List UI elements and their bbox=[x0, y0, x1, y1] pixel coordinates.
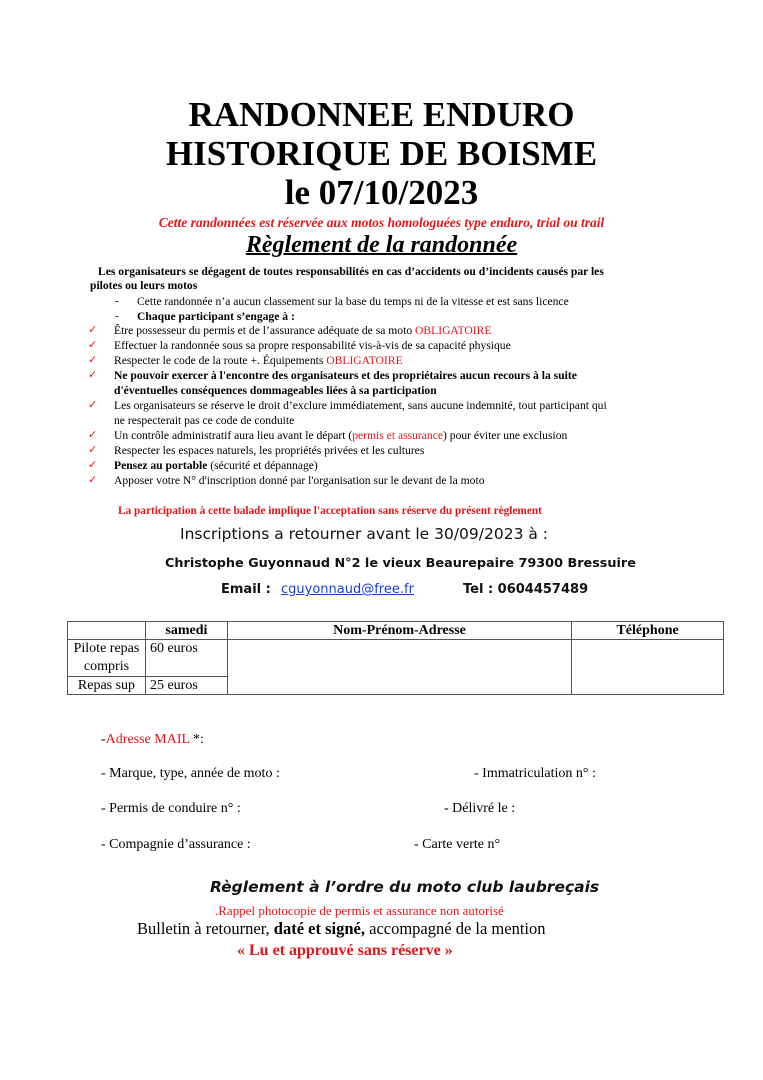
table-header-nom: Nom-Prénom-Adresse bbox=[227, 622, 571, 640]
check-item bbox=[0, 323, 763, 338]
dash-item bbox=[0, 309, 763, 324]
title-line-1: RANDONNEE ENDURO bbox=[188, 95, 575, 134]
check-item bbox=[0, 428, 763, 443]
check-icon: ✓ bbox=[88, 369, 98, 381]
table-header-samedi: samedi bbox=[145, 622, 227, 640]
table-header-empty bbox=[68, 622, 146, 640]
mail-prefix: - bbox=[101, 732, 106, 747]
check-icon: ✓ bbox=[88, 459, 98, 471]
bulletin-instruction bbox=[137, 919, 546, 939]
dash-item-text: Cette randonnée n’a aucun classement sur la base du temps ni de la vitesse et est sans licence bbox=[137, 295, 569, 308]
dash-bullet: - bbox=[115, 295, 119, 307]
check-item-text: Respecter les espaces naturels, les propriétés privées et les cultures bbox=[114, 444, 425, 457]
check-item-text bbox=[114, 458, 318, 473]
check-item-main: Être possesseur du permis et de l’assurance adéquate de sa moto bbox=[114, 324, 416, 337]
title-date: le 07/10/2023 bbox=[284, 173, 479, 212]
intro-line-2: pilotes ou leurs motos bbox=[90, 279, 198, 292]
intro-line-1: Les organisateurs se dégagent de toutes responsabilités en cas d’accidents ou d’incidents causés par les bbox=[98, 265, 604, 278]
marque-field[interactable]: - Marque, type, année de moto : bbox=[101, 766, 280, 781]
check-icon: ✓ bbox=[88, 354, 98, 366]
dash-bullet: - bbox=[115, 310, 119, 322]
check-item-line-1: Ne pouvoir exercer à l'encontre des organisateurs et des propriétaires aucun recours à la suite bbox=[114, 369, 577, 382]
delivre-field[interactable]: - Délivré le : bbox=[444, 801, 516, 816]
reglement-ordre: Règlement à l’ordre du moto club laubreçais bbox=[210, 878, 600, 896]
bulletin-bold: daté et signé, bbox=[273, 919, 365, 938]
mention-text: « Lu et approuvé sans réserve » bbox=[237, 942, 453, 959]
check-list bbox=[0, 323, 763, 488]
check-item-text bbox=[114, 323, 491, 338]
check-item-bold: Pensez au portable bbox=[114, 459, 208, 472]
permis-assurance-text: permis et assurance bbox=[352, 429, 444, 442]
check-item-after: ) pour éviter une exclusion bbox=[443, 429, 568, 442]
subtitle: Cette randonnées est réservée aux motos homologuées type enduro, trial ou trail bbox=[158, 215, 605, 230]
inscriptions-deadline: Inscriptions a retourner avant le 30/09/2023 à : bbox=[180, 525, 549, 543]
dash-item-text: Chaque participant s’engage à : bbox=[137, 310, 295, 323]
check-item-text bbox=[114, 398, 607, 428]
telephone-cell[interactable] bbox=[572, 640, 724, 695]
row-label-pilote: Pilote repas compris bbox=[68, 640, 146, 677]
check-item-main: Un contrôle administratif aura lieu avant le départ ( bbox=[114, 429, 353, 442]
table-header-telephone: Téléphone bbox=[572, 622, 724, 640]
nom-prenom-adresse-cell[interactable] bbox=[227, 640, 571, 695]
check-item bbox=[0, 353, 763, 368]
mail-suffix: *: bbox=[189, 732, 204, 747]
check-item-line-2: d'éventuelles conséquences dommageables liées à sa participation bbox=[114, 384, 437, 397]
rappel-notice: .Rappel photocopie de permis et assurance non autorisé bbox=[215, 903, 504, 918]
check-item-text bbox=[114, 428, 567, 443]
check-item bbox=[0, 398, 763, 428]
check-icon: ✓ bbox=[88, 444, 98, 456]
inscriptions-address: Christophe Guyonnaud N°2 le vieux Beaurepaire 79300 Bressuire bbox=[165, 556, 636, 571]
check-item-text bbox=[114, 353, 403, 368]
check-item bbox=[0, 368, 763, 398]
telephone-number: Tel : 0604457489 bbox=[463, 582, 589, 597]
row-label-repas: Repas sup bbox=[68, 677, 146, 695]
check-item bbox=[0, 458, 763, 473]
adresse-mail-field[interactable] bbox=[101, 732, 204, 748]
table-header-row bbox=[68, 622, 724, 640]
check-item-line-2: ne respecterait pas ce code de conduite bbox=[114, 414, 295, 427]
check-item-line-1: Les organisateurs se réserve le droit d’exclure immédiatement, sans aucune indemnité, tout participant qui bbox=[114, 399, 607, 412]
check-item-text: Apposer votre N° d'inscription donné par l'organisation sur le devant de la moto bbox=[114, 474, 485, 487]
check-icon: ✓ bbox=[88, 399, 98, 411]
mail-label: Adresse MAIL bbox=[105, 732, 190, 747]
check-icon: ✓ bbox=[88, 474, 98, 486]
check-item-text: Effectuer la randonnée sous sa propre responsabilité vis-à-vis de sa capacité physique bbox=[114, 339, 511, 352]
dash-list bbox=[0, 294, 763, 324]
check-icon: ✓ bbox=[88, 429, 98, 441]
email-link[interactable]: cguyonnaud@free.fr bbox=[281, 582, 414, 597]
immatriculation-field[interactable]: - Immatriculation n° : bbox=[474, 766, 596, 781]
check-icon: ✓ bbox=[88, 324, 98, 336]
permis-field[interactable]: - Permis de conduire n° : bbox=[101, 801, 241, 816]
check-item-text bbox=[114, 368, 577, 398]
intro-text bbox=[90, 265, 690, 293]
check-item bbox=[0, 443, 763, 458]
acceptance-notice: La participation à cette balade implique l'acceptation sans réserve du présent règlement bbox=[118, 505, 542, 517]
title-line-2: HISTORIQUE DE BOISME bbox=[165, 134, 598, 173]
compagnie-field[interactable]: - Compagnie d’assurance : bbox=[101, 837, 251, 852]
reglement-heading-wrap bbox=[0, 232, 763, 259]
check-item-main: Respecter le code de la route +. Équipements bbox=[114, 354, 327, 367]
dash-item bbox=[0, 294, 763, 309]
reglement-heading: Règlement de la randonnée bbox=[245, 232, 518, 258]
check-item bbox=[0, 473, 763, 488]
obligatoire-tag: OBLIGATOIRE bbox=[415, 324, 492, 337]
check-item-main: (sécurité et dépannage) bbox=[207, 459, 318, 472]
bulletin-post: accompagné de la mention bbox=[365, 919, 546, 938]
registration-table bbox=[67, 621, 724, 695]
carte-verte-field[interactable]: - Carte verte n° bbox=[414, 837, 501, 852]
row-price-repas: 25 euros bbox=[145, 677, 227, 695]
table-row bbox=[68, 640, 724, 677]
check-item bbox=[0, 338, 763, 353]
email-label: Email : bbox=[221, 582, 271, 597]
row-price-pilote: 60 euros bbox=[145, 640, 227, 677]
check-icon: ✓ bbox=[88, 339, 98, 351]
obligatoire-tag: OBLIGATOIRE bbox=[326, 354, 403, 367]
bulletin-pre: Bulletin à retourner, bbox=[137, 919, 274, 938]
